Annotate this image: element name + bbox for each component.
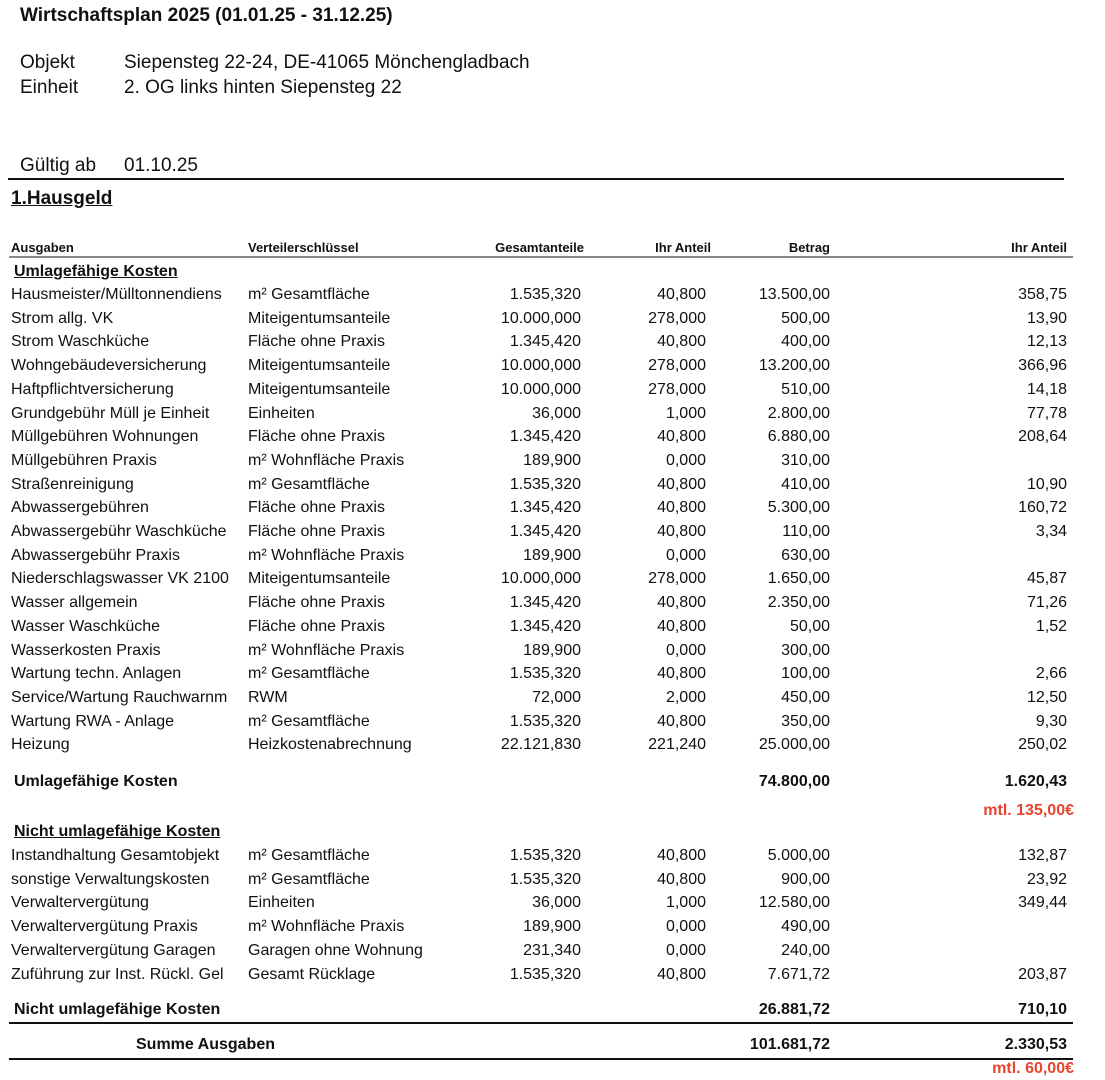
- row-ihr-anteil: 278,000: [648, 357, 706, 374]
- row-betrag: 500,00: [781, 310, 830, 327]
- col-header-ihr-anteil-betrag: Ihr Anteil: [1011, 240, 1067, 255]
- row-betrag: 630,00: [781, 547, 830, 564]
- row-ihr-anteil-betrag: 13,90: [1026, 310, 1067, 327]
- row-verteilerschluessel: m² Wohnfläche Praxis: [248, 547, 405, 564]
- row-ausgabe: Abwassergebühren: [11, 499, 149, 516]
- row-gesamtanteile: 36,000: [532, 894, 581, 911]
- row-ihr-anteil: 278,000: [648, 570, 706, 587]
- row-ausgabe: Zuführung zur Inst. Rückl. Gel: [11, 966, 224, 983]
- row-ihr-anteil: 0,000: [665, 452, 706, 469]
- row-gesamtanteile: 1.535,320: [509, 966, 581, 983]
- row-ausgabe: Müllgebühren Praxis: [11, 452, 157, 469]
- row-verteilerschluessel: Miteigentumsanteile: [248, 381, 391, 398]
- row-verteilerschluessel: Miteigentumsanteile: [248, 310, 391, 327]
- row-betrag: 300,00: [781, 642, 830, 659]
- row-betrag: 5.300,00: [767, 499, 830, 516]
- row-ihr-anteil-betrag: 203,87: [1018, 966, 1067, 983]
- row-ihr-anteil-betrag: 12,50: [1026, 689, 1067, 706]
- row-ausgabe: Wasserkosten Praxis: [11, 642, 161, 659]
- row-verteilerschluessel: Miteigentumsanteile: [248, 357, 391, 374]
- row-ihr-anteil-betrag: 10,90: [1026, 476, 1067, 493]
- row-betrag: 110,00: [782, 523, 830, 540]
- subtotal-divider: [9, 1022, 1073, 1024]
- row-ihr-anteil-betrag: 23,92: [1026, 871, 1067, 888]
- subtotal-betrag-umlagefaehig: 74.800,00: [758, 773, 830, 790]
- row-ihr-anteil-betrag: 358,75: [1018, 286, 1067, 303]
- row-verteilerschluessel: Garagen ohne Wohnung: [248, 942, 423, 959]
- row-gesamtanteile: 231,340: [523, 942, 581, 959]
- row-betrag: 25.000,00: [758, 736, 830, 753]
- col-header-verteilerschluessel: Verteilerschlüssel: [248, 240, 359, 255]
- row-ihr-anteil-betrag: 160,72: [1018, 499, 1067, 516]
- row-verteilerschluessel: m² Gesamtfläche: [248, 665, 370, 682]
- col-header-ihr-anteil: Ihr Anteil: [655, 240, 711, 255]
- row-betrag: 2.800,00: [767, 405, 830, 422]
- row-verteilerschluessel: Fläche ohne Praxis: [248, 594, 385, 611]
- row-betrag: 100,00: [781, 665, 830, 682]
- row-gesamtanteile: 1.345,420: [509, 333, 581, 350]
- row-verteilerschluessel: Fläche ohne Praxis: [248, 499, 385, 516]
- row-ausgabe: Heizung: [11, 736, 70, 753]
- row-gesamtanteile: 36,000: [532, 405, 581, 422]
- row-ausgabe: Strom Waschküche: [11, 333, 150, 350]
- gueltig-label: Gültig ab: [20, 155, 97, 176]
- row-betrag: 5.000,00: [767, 847, 830, 864]
- monthly-note-umlagefaehig: mtl. 135,00€: [983, 802, 1074, 819]
- row-gesamtanteile: 1.535,320: [509, 713, 581, 730]
- row-ihr-anteil-betrag: 132,87: [1018, 847, 1067, 864]
- row-ihr-anteil-betrag: 208,64: [1018, 428, 1067, 445]
- row-gesamtanteile: 189,900: [523, 642, 581, 659]
- row-ausgabe: Instandhaltung Gesamtobjekt: [11, 847, 220, 864]
- row-ihr-anteil-betrag: 77,78: [1026, 405, 1067, 422]
- row-betrag: 450,00: [781, 689, 830, 706]
- row-betrag: 400,00: [781, 333, 830, 350]
- row-gesamtanteile: 72,000: [532, 689, 581, 706]
- row-ihr-anteil: 0,000: [665, 918, 706, 935]
- row-gesamtanteile: 22.121,830: [500, 736, 581, 753]
- row-betrag: 490,00: [781, 918, 830, 935]
- table-header-divider: [9, 256, 1073, 258]
- row-ihr-anteil: 40,800: [657, 713, 706, 730]
- row-ihr-anteil: 40,800: [657, 871, 706, 888]
- row-verteilerschluessel: Fläche ohne Praxis: [248, 523, 385, 540]
- row-gesamtanteile: 1.535,320: [509, 665, 581, 682]
- row-ihr-anteil: 40,800: [657, 428, 706, 445]
- row-betrag: 6.880,00: [767, 428, 830, 445]
- row-ausgabe: Wohngebäudeversicherung: [11, 357, 207, 374]
- row-betrag: 13.500,00: [758, 286, 830, 303]
- row-ihr-anteil: 1,000: [665, 405, 706, 422]
- row-ihr-anteil-betrag: 250,02: [1018, 736, 1067, 753]
- row-betrag: 50,00: [789, 618, 830, 635]
- row-verteilerschluessel: Fläche ohne Praxis: [248, 333, 385, 350]
- row-ihr-anteil: 40,800: [657, 594, 706, 611]
- row-gesamtanteile: 10.000,000: [500, 381, 581, 398]
- total-ihr: 2.330,53: [1004, 1036, 1067, 1053]
- row-ausgabe: Wasser allgemein: [11, 594, 138, 611]
- row-ausgabe: Niederschlagswasser VK 2100: [11, 570, 229, 587]
- group-title-nicht-umlagefaehig: Nicht umlagefähige Kosten: [14, 823, 221, 840]
- row-betrag: 1.650,00: [767, 570, 830, 587]
- row-gesamtanteile: 10.000,000: [500, 310, 581, 327]
- row-betrag: 900,00: [781, 871, 830, 888]
- row-ihr-anteil-betrag: 3,34: [1035, 523, 1067, 540]
- row-ihr-anteil: 0,000: [665, 942, 706, 959]
- row-verteilerschluessel: m² Wohnfläche Praxis: [248, 918, 405, 935]
- row-ihr-anteil: 278,000: [648, 381, 706, 398]
- row-verteilerschluessel: m² Gesamtfläche: [248, 713, 370, 730]
- row-verteilerschluessel: Einheiten: [248, 894, 315, 911]
- row-ihr-anteil-betrag: 349,44: [1018, 894, 1067, 911]
- row-ihr-anteil-betrag: 71,26: [1026, 594, 1067, 611]
- row-verteilerschluessel: m² Gesamtfläche: [248, 871, 370, 888]
- col-header-ausgaben: Ausgaben: [11, 240, 74, 255]
- subtotal-ihr-nicht-umlagefaehig: 710,10: [1018, 1001, 1067, 1018]
- row-ausgabe: Verwaltervergütung Garagen: [11, 942, 216, 959]
- row-verteilerschluessel: Heizkostenabrechnung: [248, 736, 412, 753]
- row-ihr-anteil: 2,000: [665, 689, 706, 706]
- row-ihr-anteil-betrag: 45,87: [1026, 570, 1067, 587]
- row-ausgabe: Straßenreinigung: [11, 476, 134, 493]
- row-ausgabe: Wasser Waschküche: [11, 618, 161, 635]
- row-verteilerschluessel: m² Gesamtfläche: [248, 476, 370, 493]
- row-betrag: 350,00: [781, 713, 830, 730]
- row-betrag: 240,00: [781, 942, 830, 959]
- row-verteilerschluessel: Fläche ohne Praxis: [248, 618, 385, 635]
- row-betrag: 2.350,00: [767, 594, 830, 611]
- col-header-betrag: Betrag: [788, 240, 830, 255]
- row-ihr-anteil: 40,800: [657, 665, 706, 682]
- row-gesamtanteile: 1.345,420: [509, 594, 581, 611]
- row-gesamtanteile: 10.000,000: [500, 357, 581, 374]
- row-ausgabe: sonstige Verwaltungskosten: [11, 871, 210, 888]
- row-gesamtanteile: 1.535,320: [509, 286, 581, 303]
- group-title-umlagefaehig: Umlagefähige Kosten: [14, 263, 178, 280]
- einheit-label: Einheit: [20, 77, 79, 98]
- row-ausgabe: Service/Wartung Rauchwarnm: [11, 689, 228, 706]
- row-ausgabe: Abwassergebühr Praxis: [11, 547, 180, 564]
- row-gesamtanteile: 1.345,420: [509, 618, 581, 635]
- row-ausgabe: Müllgebühren Wohnungen: [11, 428, 199, 445]
- row-ihr-anteil: 40,800: [657, 499, 706, 516]
- row-gesamtanteile: 189,900: [523, 547, 581, 564]
- row-ihr-anteil-betrag: 12,13: [1026, 333, 1067, 350]
- row-ihr-anteil: 0,000: [665, 547, 706, 564]
- row-ihr-anteil: 40,800: [657, 966, 706, 983]
- row-gesamtanteile: 10.000,000: [500, 570, 581, 587]
- row-betrag: 7.671,72: [767, 966, 830, 983]
- row-ausgabe: Verwaltervergütung: [11, 894, 149, 911]
- row-ausgabe: Strom allg. VK: [11, 310, 114, 327]
- subtotal-label-umlagefaehig: Umlagefähige Kosten: [14, 773, 178, 790]
- row-gesamtanteile: 189,900: [523, 452, 581, 469]
- row-betrag: 13.200,00: [758, 357, 830, 374]
- row-ihr-anteil: 40,800: [657, 476, 706, 493]
- document-title: Wirtschaftsplan 2025 (01.01.25 - 31.12.25): [20, 5, 393, 26]
- row-ihr-anteil: 40,800: [657, 523, 706, 540]
- row-gesamtanteile: 1.345,420: [509, 523, 581, 540]
- total-betrag: 101.681,72: [749, 1036, 830, 1053]
- subtotal-ihr-umlagefaehig: 1.620,43: [1004, 773, 1067, 790]
- subtotal-betrag-nicht-umlagefaehig: 26.881,72: [758, 1001, 830, 1018]
- row-verteilerschluessel: m² Wohnfläche Praxis: [248, 642, 405, 659]
- row-ausgabe: Verwaltervergütung Praxis: [11, 918, 198, 935]
- row-ihr-anteil-betrag: 2,66: [1035, 665, 1067, 682]
- row-ihr-anteil: 40,800: [657, 286, 706, 303]
- row-ihr-anteil: 40,800: [657, 333, 706, 350]
- row-ihr-anteil: 221,240: [648, 736, 706, 753]
- header-divider: [8, 178, 1064, 180]
- row-ausgabe: Wartung techn. Anlagen: [11, 665, 182, 682]
- row-betrag: 12.580,00: [758, 894, 830, 911]
- row-verteilerschluessel: m² Gesamtfläche: [248, 847, 370, 864]
- row-ausgabe: Wartung RWA - Anlage: [11, 713, 175, 730]
- row-ihr-anteil-betrag: 1,52: [1035, 618, 1067, 635]
- row-gesamtanteile: 1.535,320: [509, 871, 581, 888]
- einheit-value: 2. OG links hinten Siepensteg 22: [124, 77, 402, 98]
- row-ausgabe: Haftpflichtversicherung: [11, 381, 174, 398]
- row-ausgabe: Hausmeister/Mülltonnendiens: [11, 286, 222, 303]
- row-betrag: 310,00: [781, 452, 830, 469]
- row-betrag: 410,00: [781, 476, 830, 493]
- row-ihr-anteil: 40,800: [657, 618, 706, 635]
- objekt-label: Objekt: [20, 52, 75, 73]
- row-gesamtanteile: 1.345,420: [509, 428, 581, 445]
- row-ihr-anteil: 278,000: [648, 310, 706, 327]
- row-verteilerschluessel: m² Gesamtfläche: [248, 286, 370, 303]
- row-ihr-anteil-betrag: 366,96: [1018, 357, 1067, 374]
- gueltig-value: 01.10.25: [124, 155, 198, 176]
- row-verteilerschluessel: Gesamt Rücklage: [248, 966, 376, 983]
- row-verteilerschluessel: Fläche ohne Praxis: [248, 428, 385, 445]
- row-ausgabe: Abwassergebühr Waschküche: [11, 523, 227, 540]
- row-verteilerschluessel: Einheiten: [248, 405, 315, 422]
- row-ausgabe: Grundgebühr Müll je Einheit: [11, 405, 210, 422]
- row-ihr-anteil: 1,000: [665, 894, 706, 911]
- total-divider: [9, 1058, 1073, 1060]
- row-gesamtanteile: 1.535,320: [509, 476, 581, 493]
- row-ihr-anteil-betrag: 9,30: [1035, 713, 1067, 730]
- row-verteilerschluessel: m² Wohnfläche Praxis: [248, 452, 405, 469]
- row-verteilerschluessel: Miteigentumsanteile: [248, 570, 391, 587]
- row-betrag: 510,00: [781, 381, 830, 398]
- row-verteilerschluessel: RWM: [248, 689, 288, 706]
- row-ihr-anteil: 0,000: [665, 642, 706, 659]
- section-title: 1.Hausgeld: [11, 188, 113, 209]
- col-header-gesamtanteile: Gesamtanteile: [495, 240, 584, 255]
- objekt-value: Siepensteg 22-24, DE-41065 Mönchengladbach: [124, 52, 530, 73]
- total-label: Summe Ausgaben: [136, 1036, 275, 1053]
- subtotal-label-nicht-umlagefaehig: Nicht umlagefähige Kosten: [14, 1001, 221, 1018]
- row-gesamtanteile: 189,900: [523, 918, 581, 935]
- monthly-note-total: mtl. 60,00€: [992, 1060, 1074, 1077]
- row-gesamtanteile: 1.535,320: [509, 847, 581, 864]
- row-ihr-anteil-betrag: 14,18: [1026, 381, 1067, 398]
- row-gesamtanteile: 1.345,420: [509, 499, 581, 516]
- row-ihr-anteil: 40,800: [657, 847, 706, 864]
